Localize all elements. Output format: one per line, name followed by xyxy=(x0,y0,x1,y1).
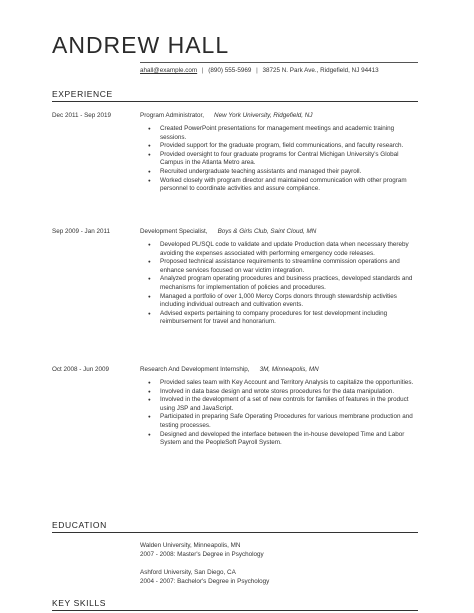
job-org: New York University, Ridgefield, NJ xyxy=(214,112,313,119)
job-title: Development Specialist, xyxy=(140,228,208,235)
section-title-key-skills: KEY SKILLS xyxy=(52,598,107,608)
list-item: ● Involved in data base design and wrote stores procedures for the data manipulation. xyxy=(160,388,418,397)
list-item: ● Created PowerPoint presentations for management meetings and academic training sessions. xyxy=(160,125,418,142)
job-dates: Sep 2009 - Jan 2011 xyxy=(52,228,111,235)
address: 38725 N. Park Ave., Ridgefield, NJ 94413 xyxy=(262,67,379,74)
job-dates: Oct 2008 - Jun 2009 xyxy=(52,366,110,373)
phone: (890) 555-5969 xyxy=(208,67,252,74)
list-item: ● Provided oversight to four graduate programs for Central Michigan University's Global Campus in the Atlanta Metro area. xyxy=(160,151,418,168)
contact-line xyxy=(140,67,379,74)
education-degree: 2004 - 2007: Bachelor's Degree in Psychology xyxy=(140,577,270,585)
section-title-experience: EXPERIENCE xyxy=(52,89,113,99)
list-item: ● Analyzed program operating procedures and business practices, developed standards and mechanisms for implementation of policies and procedures. xyxy=(160,275,418,292)
education-entry xyxy=(140,569,269,587)
list-item: ● Developed PL/SQL code to validate and update Production data when necessary thereby avoiding the expenses associated with performing emergency code releases. xyxy=(160,241,418,258)
job-bullets xyxy=(140,241,418,327)
education-entry xyxy=(140,542,264,560)
list-item: ● Advised experts pertaining to company procedures for test development including reimbursement for travel and honorarium. xyxy=(160,310,418,327)
email-link[interactable]: ahall@example.com xyxy=(140,67,198,74)
list-item: ● Provided support for the graduate program, field communications, and faculty research. xyxy=(160,142,418,151)
section-divider xyxy=(52,532,418,533)
job-body xyxy=(140,366,418,448)
list-item: ● Worked closely with program director and maintained communication with other program personnel to coordinate activities and assure compliance. xyxy=(160,177,418,194)
header-divider xyxy=(140,62,418,63)
job-body xyxy=(140,228,418,327)
job-org: Boys & Girls Club, Saint Cloud, MN xyxy=(217,228,317,235)
job-body xyxy=(140,112,418,194)
education-school: Walden University, Minneapolis, MN xyxy=(140,542,241,549)
job-title: Research And Development Internship, xyxy=(140,366,250,373)
separator: | xyxy=(256,67,258,74)
list-item: ● Managed a portfolio of over 1,000 Mercy Corps donors through stewardship activities including individual outreach and cultivation events. xyxy=(160,293,418,310)
job-heading xyxy=(140,112,418,122)
list-item: ● Participated in preparing Safe Operating Procedures for various membrane production and testing processes. xyxy=(160,413,418,430)
separator: | xyxy=(201,67,204,74)
job-bullets xyxy=(140,379,418,448)
education-school: Ashford University, San Diego, CA xyxy=(140,569,236,576)
job-dates: Dec 2011 - Sep 2019 xyxy=(52,112,112,119)
job-org: 3M, Minneapolis, MN xyxy=(259,366,319,373)
list-item: ● Recruited undergraduate teaching assistants and managed their payroll. xyxy=(160,168,418,177)
list-item: ● Proposed technical assistance requirements to streamline commission operations and enhance services focused on war victim integration. xyxy=(160,258,418,275)
candidate-name: ANDREW HALL xyxy=(52,32,230,58)
section-title-education: EDUCATION xyxy=(52,520,107,530)
list-item: ● Provided sales team with Key Account and Territory Analysis to capitalize the opportunities. xyxy=(160,379,418,388)
job-heading xyxy=(140,228,418,238)
section-divider xyxy=(52,610,418,611)
list-item: ● Designed and developed the interface between the in-house developed Time and Labor System and the PeopleSoft Payroll System. xyxy=(160,431,418,448)
job-title: Program Administrator, xyxy=(140,112,205,119)
education-degree: 2007 - 2008: Master's Degree in Psychology xyxy=(140,550,264,558)
job-heading xyxy=(140,366,418,376)
job-bullets xyxy=(140,125,418,194)
section-divider xyxy=(52,101,418,102)
list-item: ● Involved in the development of a set of new controls for families of features in the product using JSP and JavaScript. xyxy=(160,396,418,413)
